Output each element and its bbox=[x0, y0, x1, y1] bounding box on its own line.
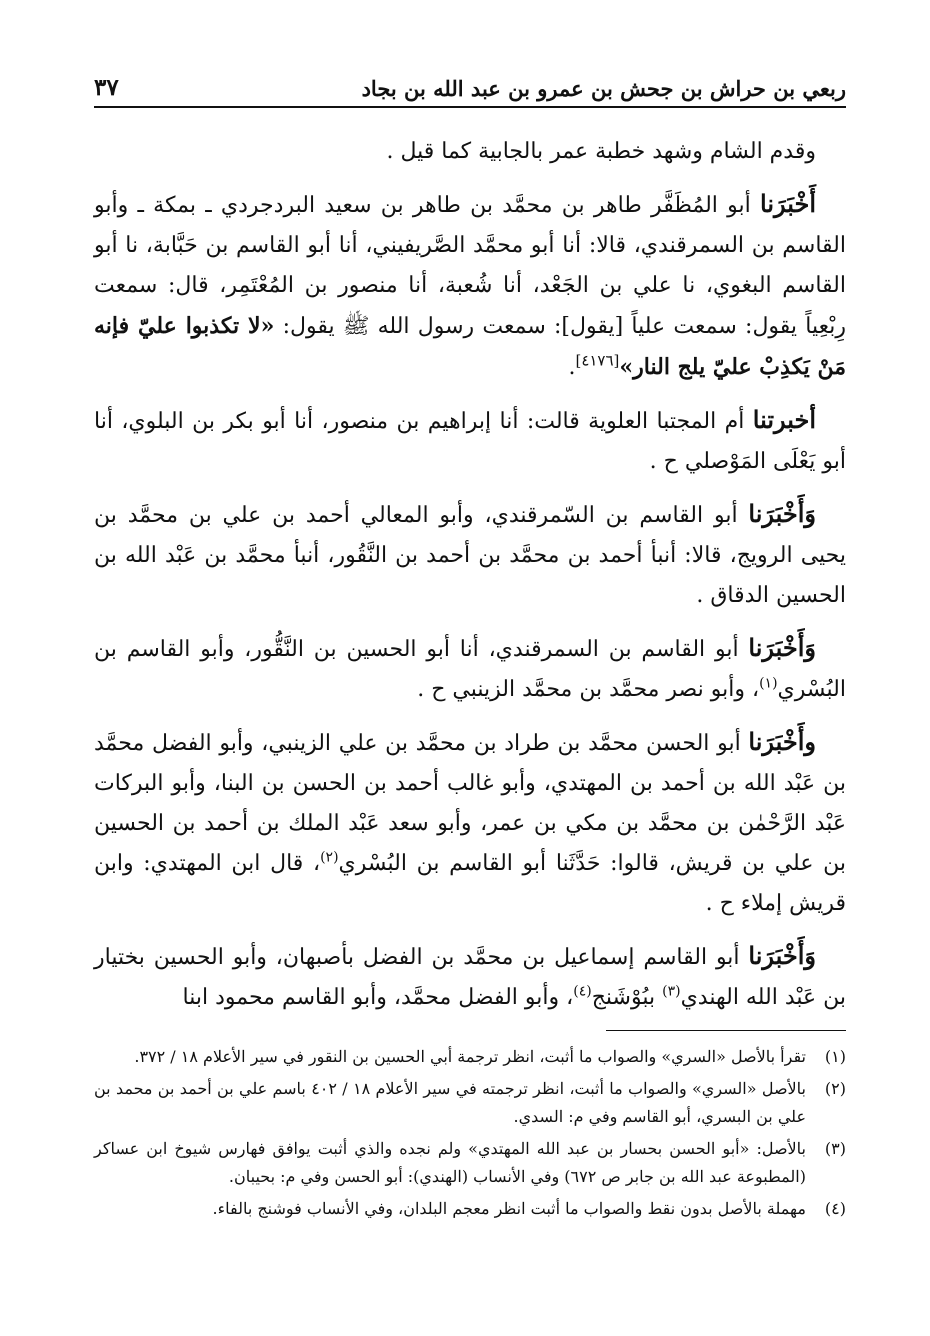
header-title: ربعي بن حراش بن جحش بن عمرو بن عبد الله بن بجاد bbox=[361, 76, 846, 101]
transmission-keyword: أَخْبَرَنا bbox=[760, 189, 816, 218]
footnote-text: تقرأ بالأصل «السري» والصواب ما أثبت، انظر ترجمة أبي الحسين بن النقور في سير الأعلام ١٨ / ٣٧٢. bbox=[134, 1047, 806, 1066]
paragraph-3 bbox=[94, 400, 846, 482]
running-header bbox=[94, 66, 846, 106]
footnote-text: بالأصل «السري» والصواب ما أثبت، انظر ترجمته في سير الأعلام ١٨ / ٤٠٢ باسم علي بن أحمد بن محمد بن علي بن البسري، أبو القاسم وفي م: السدي. bbox=[94, 1079, 807, 1126]
paragraph-text: وقدم الشام وشهد خطبة عمر بالجابية كما قيل . bbox=[386, 139, 816, 164]
footnote-rule bbox=[606, 1030, 846, 1031]
footnote-1 bbox=[94, 1043, 846, 1071]
isnad-text-continued: ، قال ابن المهتدي: وابن قريش إملاء ح . bbox=[94, 851, 846, 916]
footnote-2 bbox=[94, 1075, 846, 1131]
paragraph-7 bbox=[94, 936, 846, 1018]
footnote-marker-3[interactable]: (٣) bbox=[662, 983, 681, 1000]
isnad-text: أم المجتبا العلوية قالت: أنا إبراهيم بن منصور، أنا أبو بكر بن البلوي، أنا أبو يَعْلَى المَوْصلي ح . bbox=[94, 409, 846, 474]
hadith-text: «لا تكذبوا عليّ فإنه مَنْ يَكذِبْ عليّ يلج النار» bbox=[94, 313, 846, 380]
paragraph-1 bbox=[94, 132, 846, 172]
isnad-text: أبو المُظَفَّر طاهر بن محمَّد بن طاهر بن سعيد البردجردي ـ بمكة ـ وأبو القاسم بن السمرقندي، قالا: أنا أبو محمَّد الصَّريفيني، أنا أبو القاسم بن حَبَّابة، نا أبو القاسم البغوي، نا علي بن الجَعْد، أنا شُعبة، أنا منصور بن المُعْتَمِر، قال: سمعت رِبْعِياً يقول: سمعت علياً [يقول]: سمعت رسول الله ﷺ يقول: bbox=[94, 193, 846, 339]
isnad-text-continued: ببُوْشَنج bbox=[591, 985, 663, 1010]
transmission-keyword: وَأَخْبَرَنا bbox=[748, 941, 816, 970]
isnad-text: أبو القاسم بن السمرقندي، أنا أبو الحسين بن النَّقُّور، وأبو القاسم بن البُسْري bbox=[94, 637, 846, 702]
footnotes bbox=[94, 1043, 846, 1223]
footnote-number: (١) bbox=[824, 1047, 846, 1066]
paragraph-2 bbox=[94, 184, 846, 388]
footnote-3 bbox=[94, 1135, 846, 1191]
isnad-text: أبو القاسم إسماعيل بن محمَّد بن الفضل بأصبهان، وأبو الحسين بختيار بن عَبْد الله الهندي bbox=[94, 945, 846, 1010]
footnote-number: (٣) bbox=[824, 1139, 846, 1158]
footnote-marker-4[interactable]: (٤) bbox=[573, 983, 592, 1000]
footnote-marker-1[interactable]: (١) bbox=[759, 675, 778, 692]
paragraph-tail: . bbox=[568, 355, 576, 380]
paragraph-4 bbox=[94, 494, 846, 616]
footnote-number: (٢) bbox=[824, 1079, 846, 1098]
isnad-text-continued: ، وأبو نصر محمَّد بن محمَّد الزينبي ح . bbox=[417, 677, 760, 702]
transmission-keyword: وَأَخْبَرَنا bbox=[748, 633, 816, 662]
footnote-marker-2[interactable]: (٢) bbox=[320, 849, 339, 866]
footnote-number: (٤) bbox=[824, 1199, 846, 1218]
main-text bbox=[94, 132, 846, 1018]
book-page bbox=[94, 66, 846, 1227]
paragraph-6 bbox=[94, 722, 846, 924]
page-number: ٣٧ bbox=[94, 74, 119, 101]
transmission-keyword: أخبرتنا bbox=[752, 405, 816, 434]
footnote-4 bbox=[94, 1195, 846, 1223]
hadith-number: [٤١٧٦] bbox=[575, 351, 620, 370]
footnote-text: مهملة بالأصل بدون نقط والصواب ما أثبت انظر معجم البلدان، وفي الأنساب فوشنج بالفاء. bbox=[212, 1199, 806, 1218]
transmission-keyword: وأَخْبَرَنا bbox=[748, 727, 816, 756]
isnad-text: أبو القاسم بن السّمرقندي، وأبو المعالي أحمد بن علي بن محمَّد بن يحيى الرويج، قالا: أنبأ أحمد بن محمَّد بن أحمد بن النَّقُور، أنبأ محمَّد بن عَبْد الله بن الحسين الدقاق . bbox=[94, 503, 846, 608]
footnote-text: بالأصل: «أبو الحسن بحسار بن عبد الله المهتدي» ولم نجده والذي أثبت يوافق فهارس شيوخ ابن عساكر (المطبوعة عبد الله بن جابر ص ٦٧٢) وفي الأنساب (الهندي): أبو الحسن وفي م: بحيبان. bbox=[94, 1139, 806, 1186]
isnad-text: أبو الحسن محمَّد بن طراد بن محمَّد بن علي الزينبي، وأبو الفضل محمَّد بن عَبْد الله بن أحمد بن المهتدي، وأبو غالب أحمد بن الحسن بن البنا، وأبو البركات عَبْد الرَّحْمٰن بن محمَّد بن مكي بن عمر، وأبو سعد عَبْد الملك بن أحمد بن الحسين بن علي بن قريش، قالوا: حَدَّثَنا أبو القاسم بن البُسْري bbox=[94, 731, 846, 876]
paragraph-5 bbox=[94, 628, 846, 710]
transmission-keyword: وَأَخْبَرَنا bbox=[748, 499, 816, 528]
isnad-text-end: ، وأبو الفضل محمَّد، وأبو القاسم محمود ابنا bbox=[182, 985, 574, 1010]
header-rule bbox=[94, 106, 846, 108]
